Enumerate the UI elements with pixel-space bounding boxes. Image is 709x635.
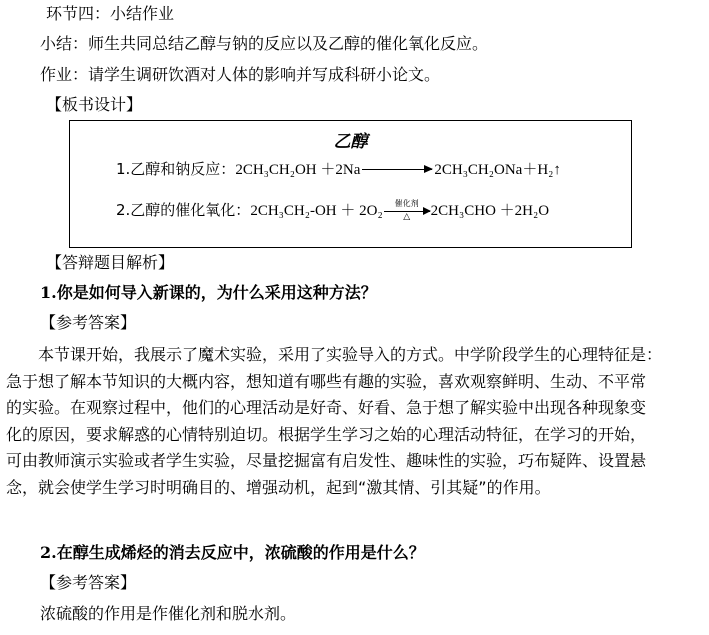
reference-answer-heading-1: 【参考答案】 [40, 313, 137, 332]
question-1: 1.你是如何导入新课的，为什么采用这种方法？ [40, 283, 377, 302]
board-design-heading: 【板书设计】 [46, 95, 143, 114]
answer-1-line: 念，就会使学生学习时明确目的、增强动机，起到“激其情、引其疑”的作用。 [6, 477, 551, 497]
answer-1-line: 化的原因，要求解惑的心情特别迫切。根据学生学习之始的心理活动特征，在学习的开始， [6, 424, 647, 444]
answer-1-paragraph [6, 342, 703, 501]
answer-2-text: 浓硫酸的作用是作催化剂和脱水剂。 [40, 604, 297, 623]
equation-1-label: 1.乙醇和钠反应： [116, 160, 236, 178]
board-design-box [69, 120, 632, 248]
answer-1-line: 本节课开始，我展示了魔术实验，采用了实验导入的方式。中学阶段学生的心理特征是： [38, 345, 663, 364]
answer-1-line: 的实验。在观察过程中，他们的心理活动是好奇、好看、急于想了解实验中出现各种现象变 [6, 398, 647, 417]
section-title: 环节四：小结作业 [46, 4, 175, 23]
equation-1 [116, 158, 561, 181]
equation-1-reactants: 2CH₃CH₂OH ＋2Na [235, 162, 361, 178]
answer-1-line: 可由教师演示实验或者学生实验，尽量挖掘富有启发性、趣味性的实验，巧布疑阵、设置悬 [6, 451, 647, 470]
answer-1-line: 急于想了解本节知识的大概内容，想知道有哪些有趣的实验，喜欢观察鲜明、生动、不平常 [6, 371, 647, 391]
equation-2-products: 2CH₃CHO ＋2H₂O [430, 203, 550, 219]
board-title: 乙醇 [333, 132, 368, 152]
equation-2-label: 2.乙醇的催化氧化： [116, 201, 251, 219]
heat-symbol: △ [403, 211, 411, 222]
catalyst-label: 催化剂 [394, 198, 419, 208]
catalyst-arrow-icon [384, 200, 430, 222]
equation-2 [116, 199, 549, 222]
equation-2-reactants: 2CH₃CH₂-OH ＋ 2O₂ [250, 203, 383, 219]
equation-1-products: 2CH₃CH₂ONa＋H₂↑ [434, 162, 561, 178]
homework-text: 作业：请学生调研饮酒对人体的影响并写成科研小论文。 [40, 65, 441, 84]
qa-heading: 【答辩题目解析】 [46, 253, 175, 272]
question-2: 2.在醇生成烯烃的消去反应中，浓硫酸的作用是什么？ [40, 543, 425, 562]
reaction-arrow-icon [362, 169, 432, 170]
reference-answer-heading-2: 【参考答案】 [40, 573, 137, 592]
summary-text: 小结：师生共同总结乙醇与钠的反应以及乙醇的催化氧化反应。 [40, 34, 489, 53]
